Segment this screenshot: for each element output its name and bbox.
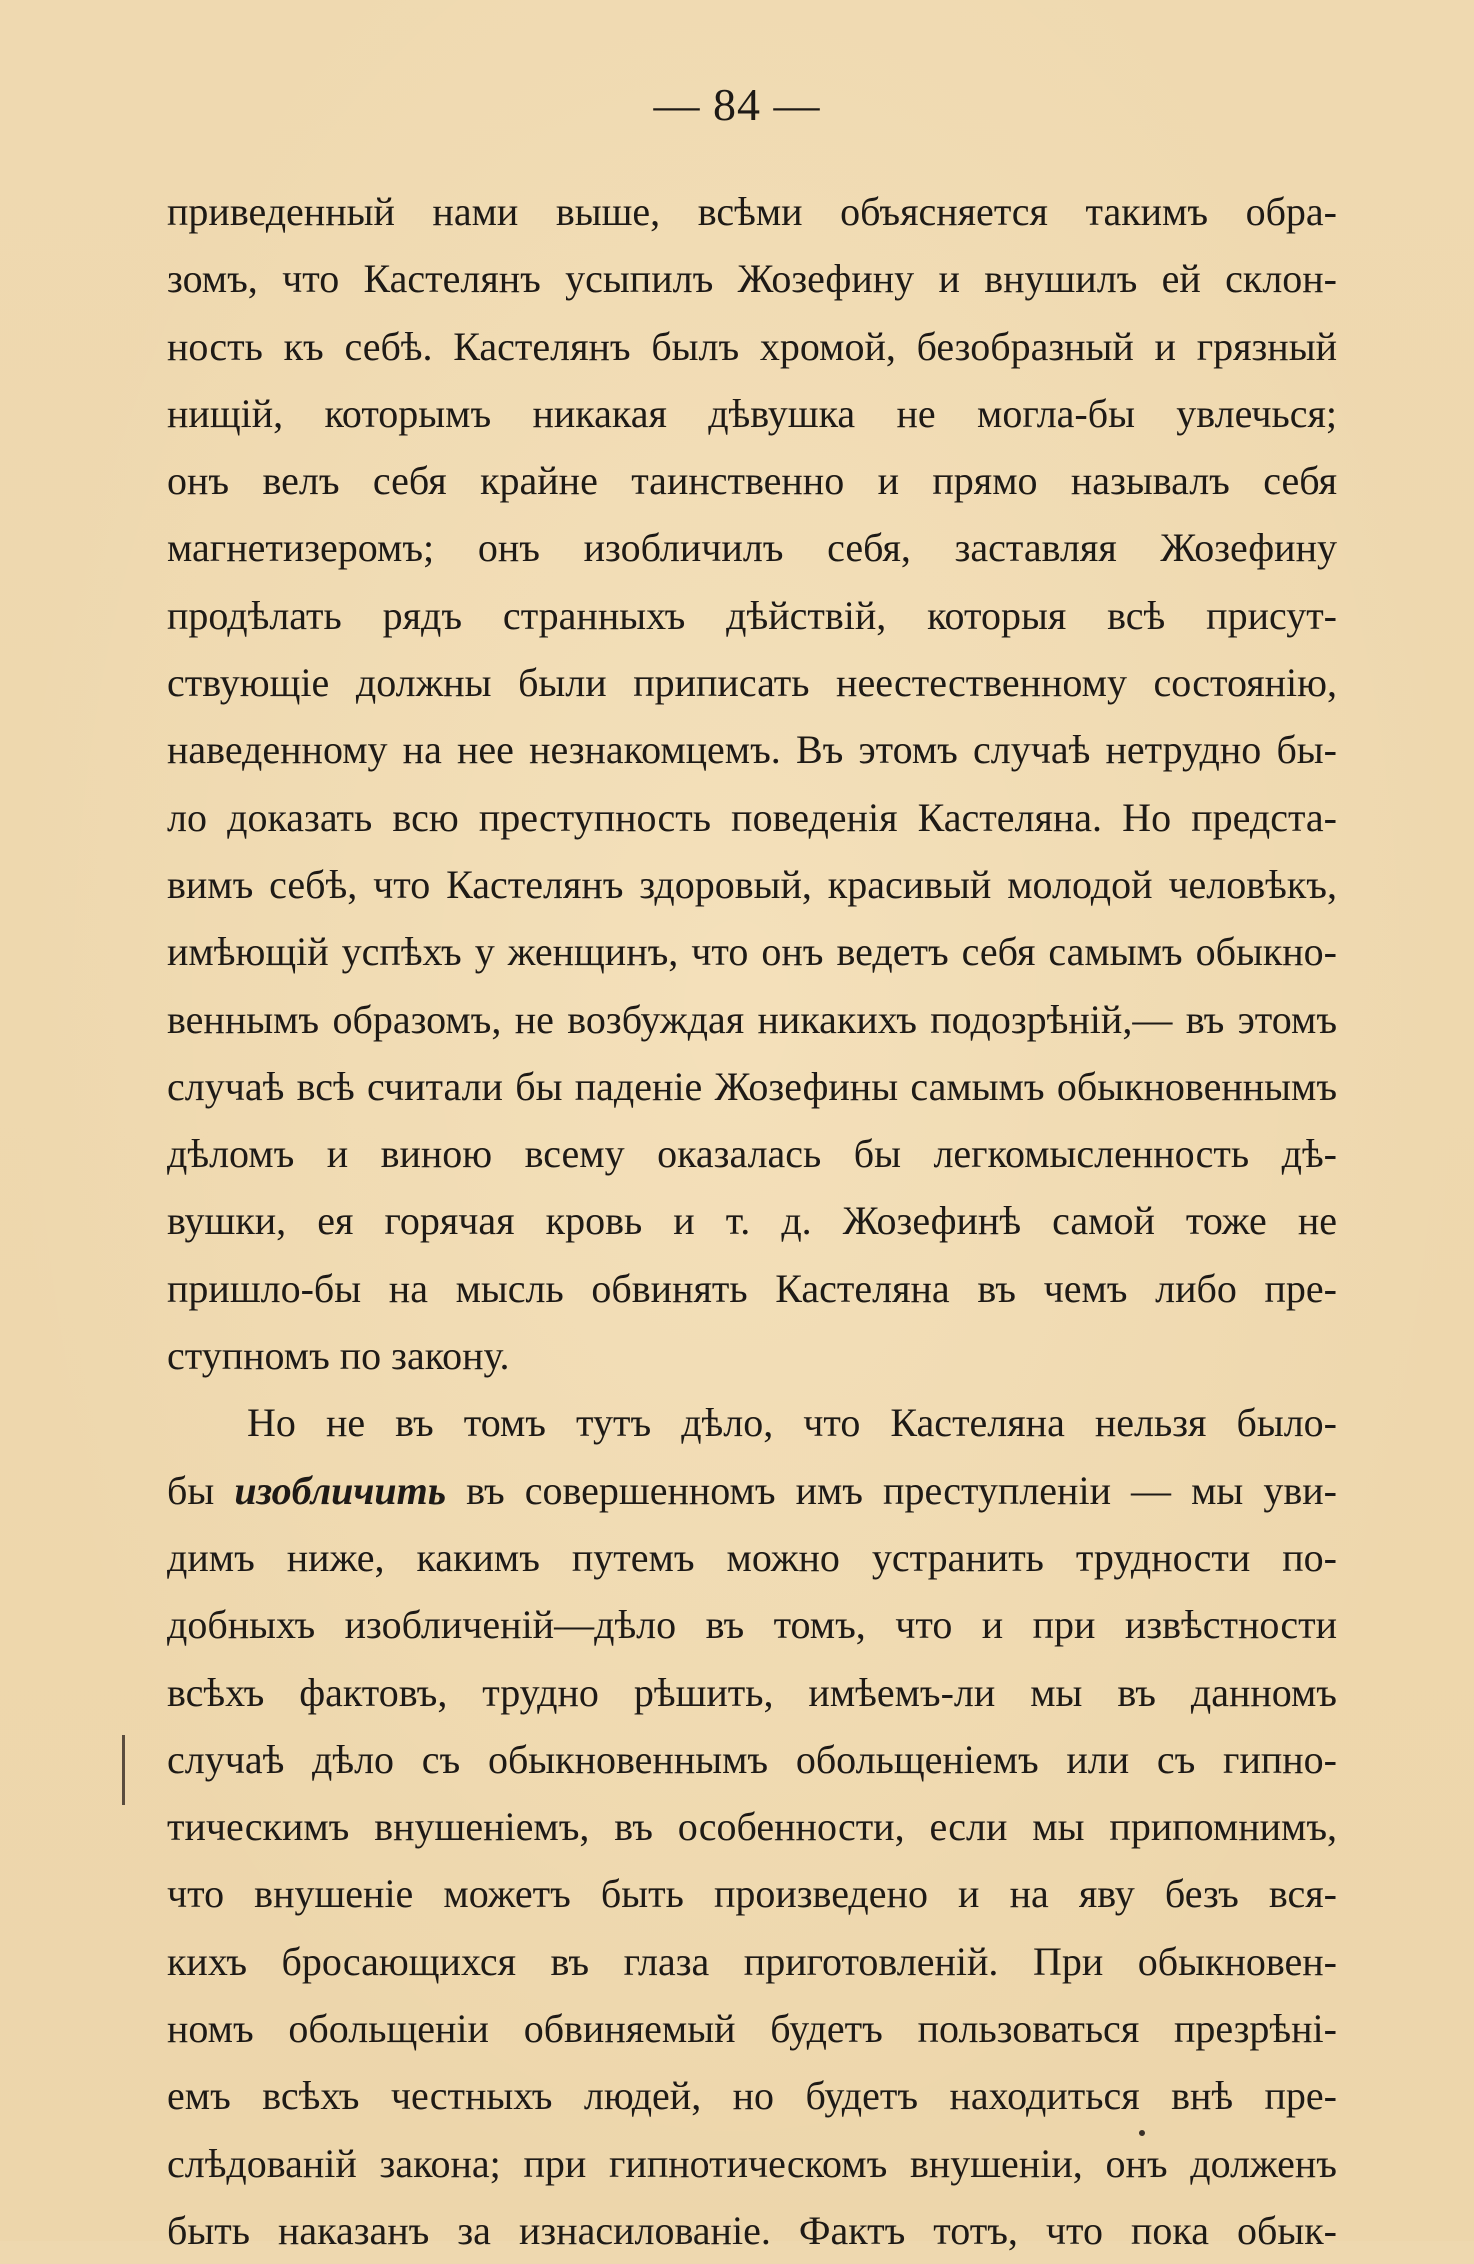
text-line: пришло-бы на мысль обвинять Кастеляна въ чемъ либо пре- bbox=[167, 1265, 1337, 1311]
text-line: тическимъ внушеніемъ, въ особенности, если мы припомнимъ, bbox=[167, 1804, 1337, 1850]
text-line: вушки, ея горячая кровь и т. д. Жозефинѣ самой тоже не bbox=[167, 1198, 1337, 1244]
text-line: вимъ себѣ, что Кастелянъ здоровый, красивый молодой человѣкъ, bbox=[167, 861, 1337, 907]
text-line: слѣдованій закона; при гипнотическомъ внушеніи, онъ долженъ bbox=[167, 2140, 1337, 2186]
text-line: что внушеніе можетъ быть произведено и на яву безъ вся- bbox=[167, 1871, 1337, 1917]
italic-emphasis: изобличить bbox=[234, 1467, 447, 1513]
text-line: случаѣ всѣ считали бы паденіе Жозефины самымъ обыкновеннымъ bbox=[167, 1063, 1337, 1109]
text-line: нищій, которымъ никакая дѣвушка не могла-бы увлечься; bbox=[167, 390, 1337, 436]
text-line: номъ обольщеніи обвиняемый будетъ пользоваться презрѣні- bbox=[167, 2006, 1337, 2052]
text-line: магнетизеромъ; онъ изобличилъ себя, заставляя Жозефину bbox=[167, 525, 1337, 571]
text-line: ло доказать всю преступность поведенія Кастеляна. Но предста- bbox=[167, 794, 1337, 840]
text-line: всѣхъ фактовъ, трудно рѣшить, имѣемъ-ли мы въ данномъ bbox=[167, 1669, 1337, 1715]
text-line: Но не въ томъ тутъ дѣло, что Кастеляна нельзя было- bbox=[247, 1400, 1337, 1446]
text-line: емъ всѣхъ честныхъ людей, но будетъ находиться внѣ пре- bbox=[167, 2073, 1337, 2119]
page-number: — 84 — bbox=[653, 79, 821, 130]
text-line: кихъ бросающихся въ глаза приготовленій. При обыкновен- bbox=[167, 1938, 1337, 1984]
text-line: случаѣ дѣло съ обыкновеннымъ обольщеніемъ или съ гипно- bbox=[167, 1736, 1337, 1782]
text-line: димъ ниже, какимъ путемъ можно устранить трудности по- bbox=[167, 1534, 1337, 1580]
text-line: имѣющій успѣхъ у женщинъ, что онъ ведетъ себя самымъ обыкно- bbox=[167, 929, 1337, 975]
text-line: ствующіе должны были приписать неестественному состоянію, bbox=[167, 660, 1337, 706]
text-line: добныхъ изобличеній—дѣло въ томъ, что и при извѣстности bbox=[167, 1602, 1337, 1648]
text-line: веннымъ образомъ, не возбуждая никакихъ подозрѣній,— въ этомъ bbox=[167, 996, 1337, 1042]
text-line: приведенный нами выше, всѣми объясняется такимъ обра- bbox=[167, 189, 1337, 234]
paragraph-1 bbox=[167, 178, 1337, 1389]
text-line: наведенному на нее незнакомцемъ. Въ этомъ случаѣ нетрудно бы- bbox=[167, 727, 1337, 773]
line-end: въ совершенномъ имъ преступленіи — мы уви- bbox=[466, 1467, 1337, 1513]
text-line: ступномъ по закону. bbox=[167, 1333, 510, 1379]
margin-mark bbox=[122, 1735, 125, 1805]
text-line-with-emphasis bbox=[167, 1457, 1337, 1524]
ink-speck bbox=[1139, 2130, 1145, 2136]
text-line: онъ велъ себя крайне таинственно и прямо называлъ себя bbox=[167, 458, 1337, 504]
text-line: быть наказанъ за изнасилованіе. Фактъ тотъ, что пока обык- bbox=[167, 2207, 1337, 2253]
text-line: продѣлать рядъ странныхъ дѣйствій, которыя всѣ присут- bbox=[167, 592, 1337, 638]
body-text bbox=[167, 178, 1337, 2264]
line-start: бы bbox=[167, 1467, 215, 1513]
text-line: дѣломъ и виною всему оказалась бы легкомысленность дѣ- bbox=[167, 1131, 1337, 1177]
text-line: зомъ, что Кастелянъ усыпилъ Жозефину и внушилъ ей склон- bbox=[167, 256, 1337, 302]
paragraph-2 bbox=[167, 1389, 1337, 2264]
text-line: ность къ себѣ. Кастелянъ былъ хромой, безобразный и грязный bbox=[167, 323, 1337, 369]
